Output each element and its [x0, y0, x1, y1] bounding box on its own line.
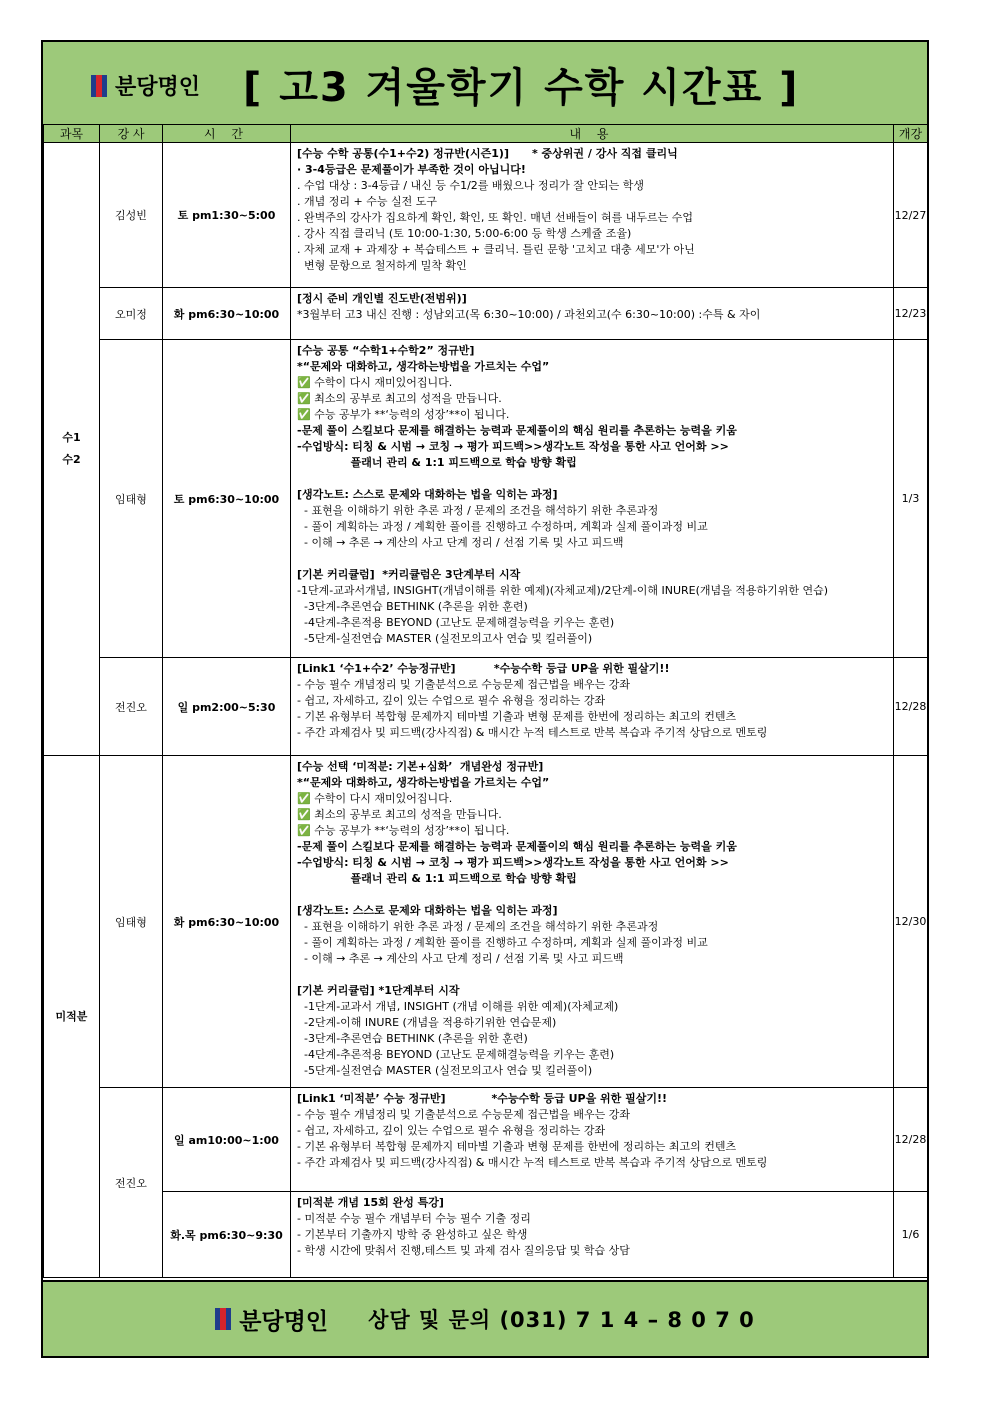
content-line: -3단계-추론연습 BETHINK (추론을 위한 훈련)	[297, 600, 528, 613]
contact-phone: 상담 및 문의 (031) 7 1 4 – 8 0 7 0	[368, 1308, 755, 1332]
open-date-cell: 12/28	[894, 658, 928, 756]
content-line: [미적분 개념 15회 완성 특강]	[297, 1196, 444, 1209]
content-line: *“문제와 대화하고, 생각하는방법을 가르치는 수업”	[297, 776, 550, 789]
content-line: - 주간 과제검사 및 피드백(강사직접) & 매시간 누적 테스트로 반복 복습과 주기적 상담으로 멘토링	[297, 726, 768, 739]
table-row	[44, 288, 928, 340]
content-line: - 기본 유형부터 복합형 문제까지 테마별 기출과 변형 문제를 한번에 정리하는 최고의 컨텐츠	[297, 710, 737, 723]
content-line: . 완벽주의 강사가 집요하게 확인, 확인, 또 확인. 매년 선배들이 혀를 내두르는 수업	[297, 211, 693, 224]
header-time: 시 간	[163, 125, 291, 143]
content-line: ✅ 수능 공부가 **‘능력의 성장’**이 됩니다.	[297, 408, 510, 421]
table-row	[44, 1088, 928, 1192]
content-line: 변형 문항으로 철저하게 밀착 확인	[297, 259, 467, 272]
content-line: [수능 공통 “수학1+수학2” 정규반]	[297, 344, 475, 357]
brand-logo-icon	[91, 75, 111, 97]
content-line: -1단계-교과서 개념, INSIGHT (개념 이해를 위한 예제)(자체교제)	[297, 1000, 619, 1013]
content-line: - 수능 필수 개념정리 및 기출분석으로 수능문제 접근법을 배우는 강좌	[297, 678, 630, 691]
content-line: -3단계-추론연습 BETHINK (추론을 위한 훈련)	[297, 1032, 528, 1045]
subject-label: 수2	[62, 453, 81, 466]
content-line	[297, 551, 889, 567]
subject-cell-calculus: 미적분	[44, 756, 100, 1278]
content-line: *“문제와 대화하고, 생각하는방법을 가르치는 수업”	[297, 360, 550, 373]
table-row	[44, 658, 928, 756]
content-line: ✅ 최소의 공부로 최고의 성적을 만듭니다.	[297, 392, 502, 405]
content-line: - 표현을 이해하기 위한 추론 과정 / 문제의 조건을 해석하기 위한 추론과정	[297, 504, 659, 517]
open-date-cell: 12/27	[894, 143, 928, 288]
subject-label: 수1	[62, 431, 81, 444]
open-date-cell: 1/3	[894, 340, 928, 658]
content-line: -5단계-실전연습 MASTER (실전모의고사 연습 및 킬러풀이)	[297, 1064, 593, 1077]
content-cell	[291, 658, 894, 756]
header-band	[43, 42, 927, 126]
content-line: -2단계-이해 INURE (개념을 적용하기위한 연습문제)	[297, 1016, 557, 1029]
time-cell: 토 pm1:30~5:00	[163, 143, 291, 288]
content-line	[297, 471, 889, 487]
content-cell	[291, 143, 894, 288]
content-line: 플래너 관리 & 1:1 피드백으로 학습 방향 확립	[297, 456, 577, 469]
table-header-row	[44, 125, 928, 143]
schedule-table	[43, 124, 928, 1278]
time-cell: 화.목 pm6:30~9:30	[163, 1192, 291, 1278]
content-line	[297, 887, 889, 903]
table-row	[44, 756, 928, 1088]
content-line: [수능 수학 공통(수1+수2) 정규반(시즌1)] * 중상위권 / 강사 직접 클리닉	[297, 147, 678, 160]
teacher-cell: 임태형	[100, 756, 163, 1088]
teacher-cell: 오미정	[100, 288, 163, 340]
header-content: 내 용	[291, 125, 894, 143]
teacher-cell: 김성빈	[100, 143, 163, 288]
content-line	[297, 967, 889, 983]
teacher-cell: 임태형	[100, 340, 163, 658]
content-line: [기본 커리큘럼] *커리큘럼은 3단계부터 시작	[297, 568, 521, 581]
time-cell: 화 pm6:30~10:00	[163, 756, 291, 1088]
timetable-frame	[41, 40, 929, 1358]
content-line: ✅ 최소의 공부로 최고의 성적을 만듭니다.	[297, 808, 502, 821]
content-line: -5단계-실전연습 MASTER (실전모의고사 연습 및 킬러풀이)	[297, 632, 593, 645]
content-line: ✅ 수학이 다시 재미있어집니다.	[297, 792, 453, 805]
content-line: -문제 풀이 스킬보다 문제를 해결하는 능력과 문제풀이의 핵심 원리를 추론하는 능력을 키움	[297, 424, 737, 437]
footer-brand	[215, 1303, 755, 1336]
time-cell: 화 pm6:30~10:00	[163, 288, 291, 340]
content-cell	[291, 756, 894, 1088]
content-cell	[291, 1088, 894, 1192]
content-line: -4단계-추론적용 BEYOND (고난도 문제해결능력을 키우는 훈련)	[297, 616, 615, 629]
header-teacher: 강 사	[100, 125, 163, 143]
content-line: - 풀이 계획하는 과정 / 계획한 풀이를 진행하고 수정하며, 계획과 실제 풀이과정 비교	[297, 520, 708, 533]
open-date-cell: 12/23	[894, 288, 928, 340]
brand-logo-icon	[215, 1308, 235, 1330]
content-cell	[291, 340, 894, 658]
content-line: . 수업 대상 : 3-4등급 / 내신 등 수1/2를 배웠으나 정리가 잘 안되는 학생	[297, 179, 645, 192]
table-row	[44, 143, 928, 288]
content-line: - 이해 → 추론 → 계산의 사고 단계 정리 / 선점 기록 및 사고 피드백	[297, 536, 624, 549]
content-line: - 기본 유형부터 복합형 문제까지 테마별 기출과 변형 문제를 한번에 정리하는 최고의 컨텐츠	[297, 1140, 737, 1153]
content-line: [수능 선택 ‘미적분: 기본+심화’ 개념완성 정규반]	[297, 760, 544, 773]
content-line: - 표현을 이해하기 위한 추론 과정 / 문제의 조건을 해석하기 위한 추론과정	[297, 920, 659, 933]
content-line: [기본 커리큘럼] *1단계부터 시작	[297, 984, 460, 997]
content-line: - 쉽고, 자세하고, 깊이 있는 수업으로 필수 유형을 정리하는 강좌	[297, 694, 606, 707]
brand-name: 분당명인	[115, 75, 201, 100]
content-line: . 강사 직접 클리닉 (토 10:00-1:30, 5:00-6:00 등 학생 스케쥴 조율)	[297, 227, 632, 240]
brand-logo	[91, 70, 200, 101]
content-line: -수업방식: 티칭 & 시범 → 코칭 → 평가 피드백>>생각노트 작성을 통한 사고 언어화 >>	[297, 856, 729, 869]
content-line: - 쉽고, 자세하고, 깊이 있는 수업으로 필수 유형을 정리하는 강좌	[297, 1124, 606, 1137]
content-line: . 자체 교재 + 과제장 + 복습테스트 + 클리닉. 틀린 문항 '고치고 대충 세모'가 아닌	[297, 243, 695, 256]
content-line: . 개념 정리 + 수능 실전 도구	[297, 195, 437, 208]
content-line: [Link1 ‘수1+수2’ 수능정규반] *수능수학 등급 UP을 위한 필살기!!	[297, 662, 670, 675]
header-subject: 과목	[44, 125, 100, 143]
content-line: - 기본부터 기출까지 방학 중 완성하고 싶은 학생	[297, 1228, 528, 1241]
content-line: - 학생 시간에 맞춰서 진행,테스트 및 과제 검사 질의응답 및 학습 상담	[297, 1244, 630, 1257]
teacher-cell: 전진오	[100, 1088, 163, 1278]
content-line: · 3-4등급은 문제풀이가 부족한 것이 아닙니다!	[297, 163, 526, 176]
open-date-cell: 12/28	[894, 1088, 928, 1192]
content-line: [생각노트: 스스로 문제와 대화하는 법을 익히는 과정]	[297, 488, 558, 501]
content-line: - 미적분 수능 필수 개념부터 수능 필수 기출 정리	[297, 1212, 531, 1225]
open-date-cell: 1/6	[894, 1192, 928, 1278]
content-line: [Link1 ‘미적분’ 수능 정규반] *수능수학 등급 UP을 위한 필살기!!	[297, 1092, 668, 1105]
content-cell	[291, 1192, 894, 1278]
time-cell: 일 am10:00~1:00	[163, 1088, 291, 1192]
content-line: 플래너 관리 & 1:1 피드백으로 학습 방향 확립	[297, 872, 577, 885]
table-row	[44, 1192, 928, 1278]
content-line: [생각노트: 스스로 문제와 대화하는 법을 익히는 과정]	[297, 904, 558, 917]
time-cell: 일 pm2:00~5:30	[163, 658, 291, 756]
content-line: -1단계-교과서개념, INSIGHT(개념이해를 위한 예제)(자체교제)/2단계-이해 INURE(개념을 적용하기위한 연습)	[297, 584, 829, 597]
content-line: - 수능 필수 개념정리 및 기출분석으로 수능문제 접근법을 배우는 강좌	[297, 1108, 630, 1121]
table-row	[44, 340, 928, 658]
content-line: -수업방식: 티칭 & 시범 → 코칭 → 평가 피드백>>생각노트 작성을 통한 사고 언어화 >>	[297, 440, 729, 453]
content-line: *3월부터 고3 내신 진행 : 성남외고(목 6:30~10:00) / 과천외고(수 6:30~10:00) :수특 & 자이	[297, 308, 761, 321]
content-line: ✅ 수능 공부가 **‘능력의 성장’**이 됩니다.	[297, 824, 510, 837]
content-line: -문제 풀이 스킬보다 문제를 해결하는 능력과 문제풀이의 핵심 원리를 추론하는 능력을 키움	[297, 840, 737, 853]
content-line: [정시 준비 개인별 진도반(전범위)]	[297, 292, 467, 305]
page-title: [ 고3 겨울학기 수학 시간표 ]	[243, 65, 800, 111]
content-line: - 풀이 계획하는 과정 / 계획한 풀이를 진행하고 수정하며, 계획과 실제 풀이과정 비교	[297, 936, 708, 949]
footer-band	[43, 1280, 927, 1356]
open-date-cell: 12/30	[894, 756, 928, 1088]
teacher-cell: 전진오	[100, 658, 163, 756]
content-line: - 주간 과제검사 및 피드백(강사직접) & 매시간 누적 테스트로 반복 복습과 주기적 상담으로 멘토링	[297, 1156, 768, 1169]
time-cell: 토 pm6:30~10:00	[163, 340, 291, 658]
content-line: - 이해 → 추론 → 계산의 사고 단계 정리 / 선점 기록 및 사고 피드백	[297, 952, 624, 965]
content-line: -4단계-추론적용 BEYOND (고난도 문제해결능력을 키우는 훈련)	[297, 1048, 615, 1061]
content-line: ✅ 수학이 다시 재미있어집니다.	[297, 376, 453, 389]
footer-brand-name: 분당명인	[239, 1308, 329, 1335]
subject-cell-math12	[44, 143, 100, 756]
header-open: 개강	[894, 125, 928, 143]
content-cell	[291, 288, 894, 340]
